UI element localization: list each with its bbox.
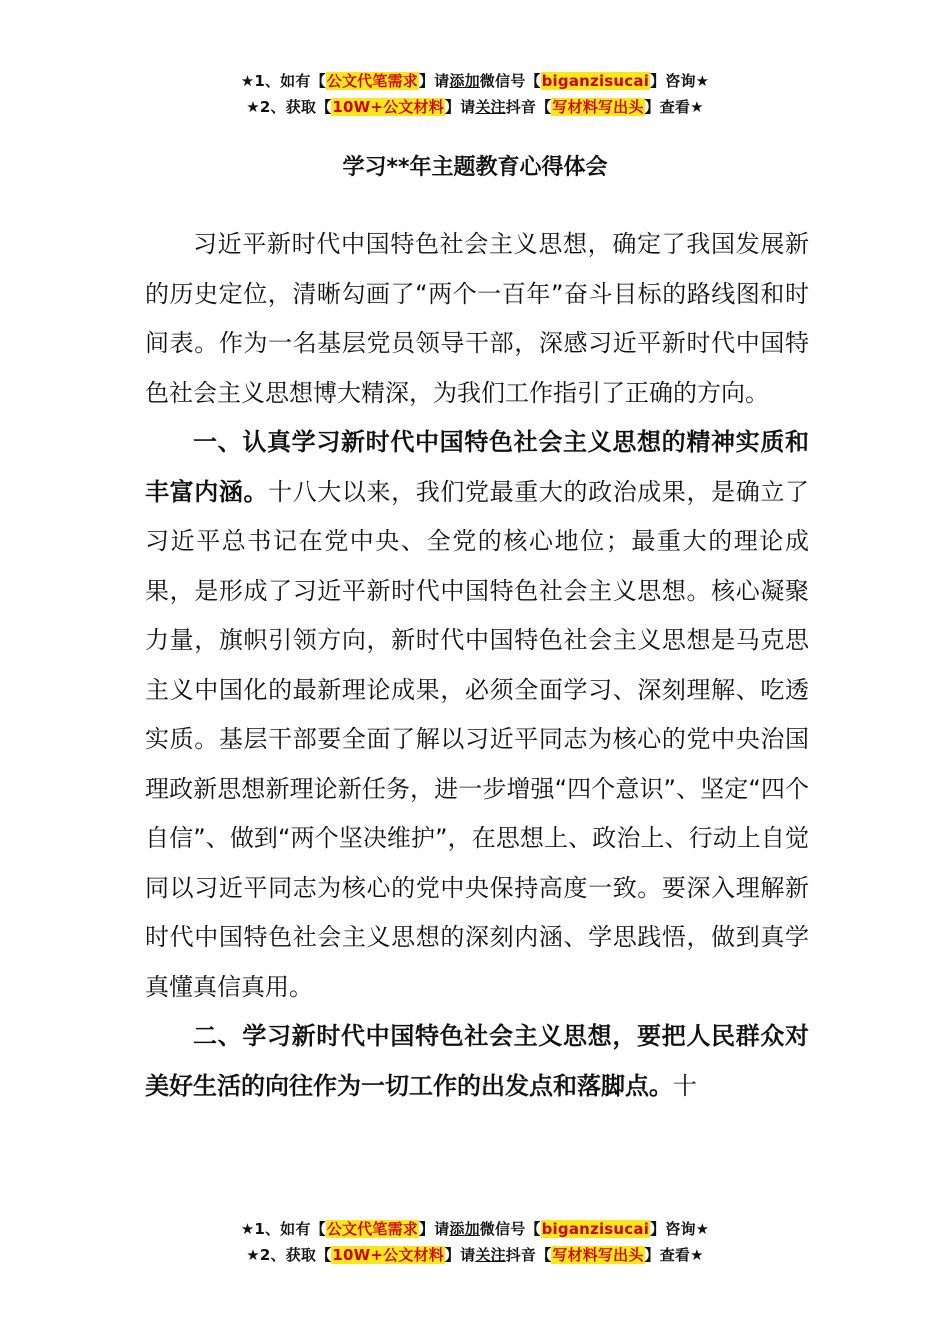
banner-text: ★1、如有【 [240,1220,326,1238]
highlight-service: 公文代笔需求 [326,72,418,90]
paragraph-section-2 [145,1012,809,1111]
banner-text: 微信号【 [479,72,541,90]
document-title: 学习**年主题教育心得体会 [342,155,608,180]
highlight-wechat-id: biganzisucai [541,72,650,90]
banner-text: 】请 [444,98,476,116]
section-heading: 一、认真学习新时代中国特色社会主义思想的精神实质和丰富内涵。 [145,428,809,506]
banner-underlined-text: 添加 [449,1220,480,1238]
banner-text: 抖音【 [505,98,552,116]
banner-text: 】咨询★ [650,72,710,90]
banner-text: 抖音【 [505,1246,552,1264]
banner-text: 】请 [444,1246,476,1264]
paragraph-text: 十八大以来，我们党最重大的政治成果，是确立了习近平总书记在党中央、全党的核心地位；最重大的理论成果，是形成了习近平新时代中国特色社会主义思想。核心凝聚力量，旗帜引领方向，新时代中国特色社会主义思想是马克思主义中国化的最新理论成果，必须全面学习、深刻理解、吃透实质。基层干部要全面了解以习近平同志为核心的党中央治国理政新思想新理论新任务，进一步增强“四个意识”、坚定“四个自信”、做到“两个坚决维护”，在思想上、政治上、行动上自觉同以习近平同志为核心的党中央保持高度一致。要深入理解新时代中国特色社会主义思想的深刻内涵、学思践悟，做到真学真懂真信真用。 [145,477,809,1001]
banner-text: ★2、获取【 [246,1246,332,1264]
banner-text: 】咨询★ [650,1220,710,1238]
banner-line-1 [0,68,950,94]
paragraph-text: 习近平新时代中国特色社会主义思想，确定了我国发展新的历史定位，清晰勾画了“两个一百年”奋斗目标的路线图和时间表。作为一名基层党员领导干部，深感习近平新时代中国特色社会主义思想博大精深，为我们工作指引了正确的方向。 [145,230,809,407]
promo-banner-bottom [0,1216,950,1268]
highlight-service: 公文代笔需求 [326,1220,418,1238]
highlight-wechat-id: biganzisucai [541,1220,650,1238]
banner-underlined-text: 关注 [475,1246,506,1264]
document-body [145,220,809,1111]
paragraph-intro [145,220,809,418]
banner-underlined-text: 关注 [475,98,506,116]
paragraph-section-1 [145,418,809,1012]
banner-text: 】请 [418,72,450,90]
banner-text: 】查看★ [644,98,704,116]
banner-text: 】查看★ [644,1246,704,1264]
paragraph-text: 十 [673,1071,697,1100]
promo-banner-top [0,68,950,120]
banner-text: ★2、获取【 [246,98,332,116]
highlight-douyin-account: 写材料写出头 [552,1246,644,1264]
highlight-douyin-account: 写材料写出头 [552,98,644,116]
highlight-materials: 10W+公文材料 [332,1246,444,1264]
section-heading: 二、学习新时代中国特色社会主义思想，要把人民群众对美好生活的向往作为一切工作的出发点和落脚点。 [145,1022,809,1100]
banner-line-1 [0,1216,950,1242]
banner-line-2 [0,1242,950,1268]
banner-text: 微信号【 [479,1220,541,1238]
banner-underlined-text: 添加 [449,72,480,90]
banner-line-2 [0,94,950,120]
banner-text: 】请 [418,1220,450,1238]
highlight-materials: 10W+公文材料 [332,98,444,116]
banner-text: ★1、如有【 [240,72,326,90]
